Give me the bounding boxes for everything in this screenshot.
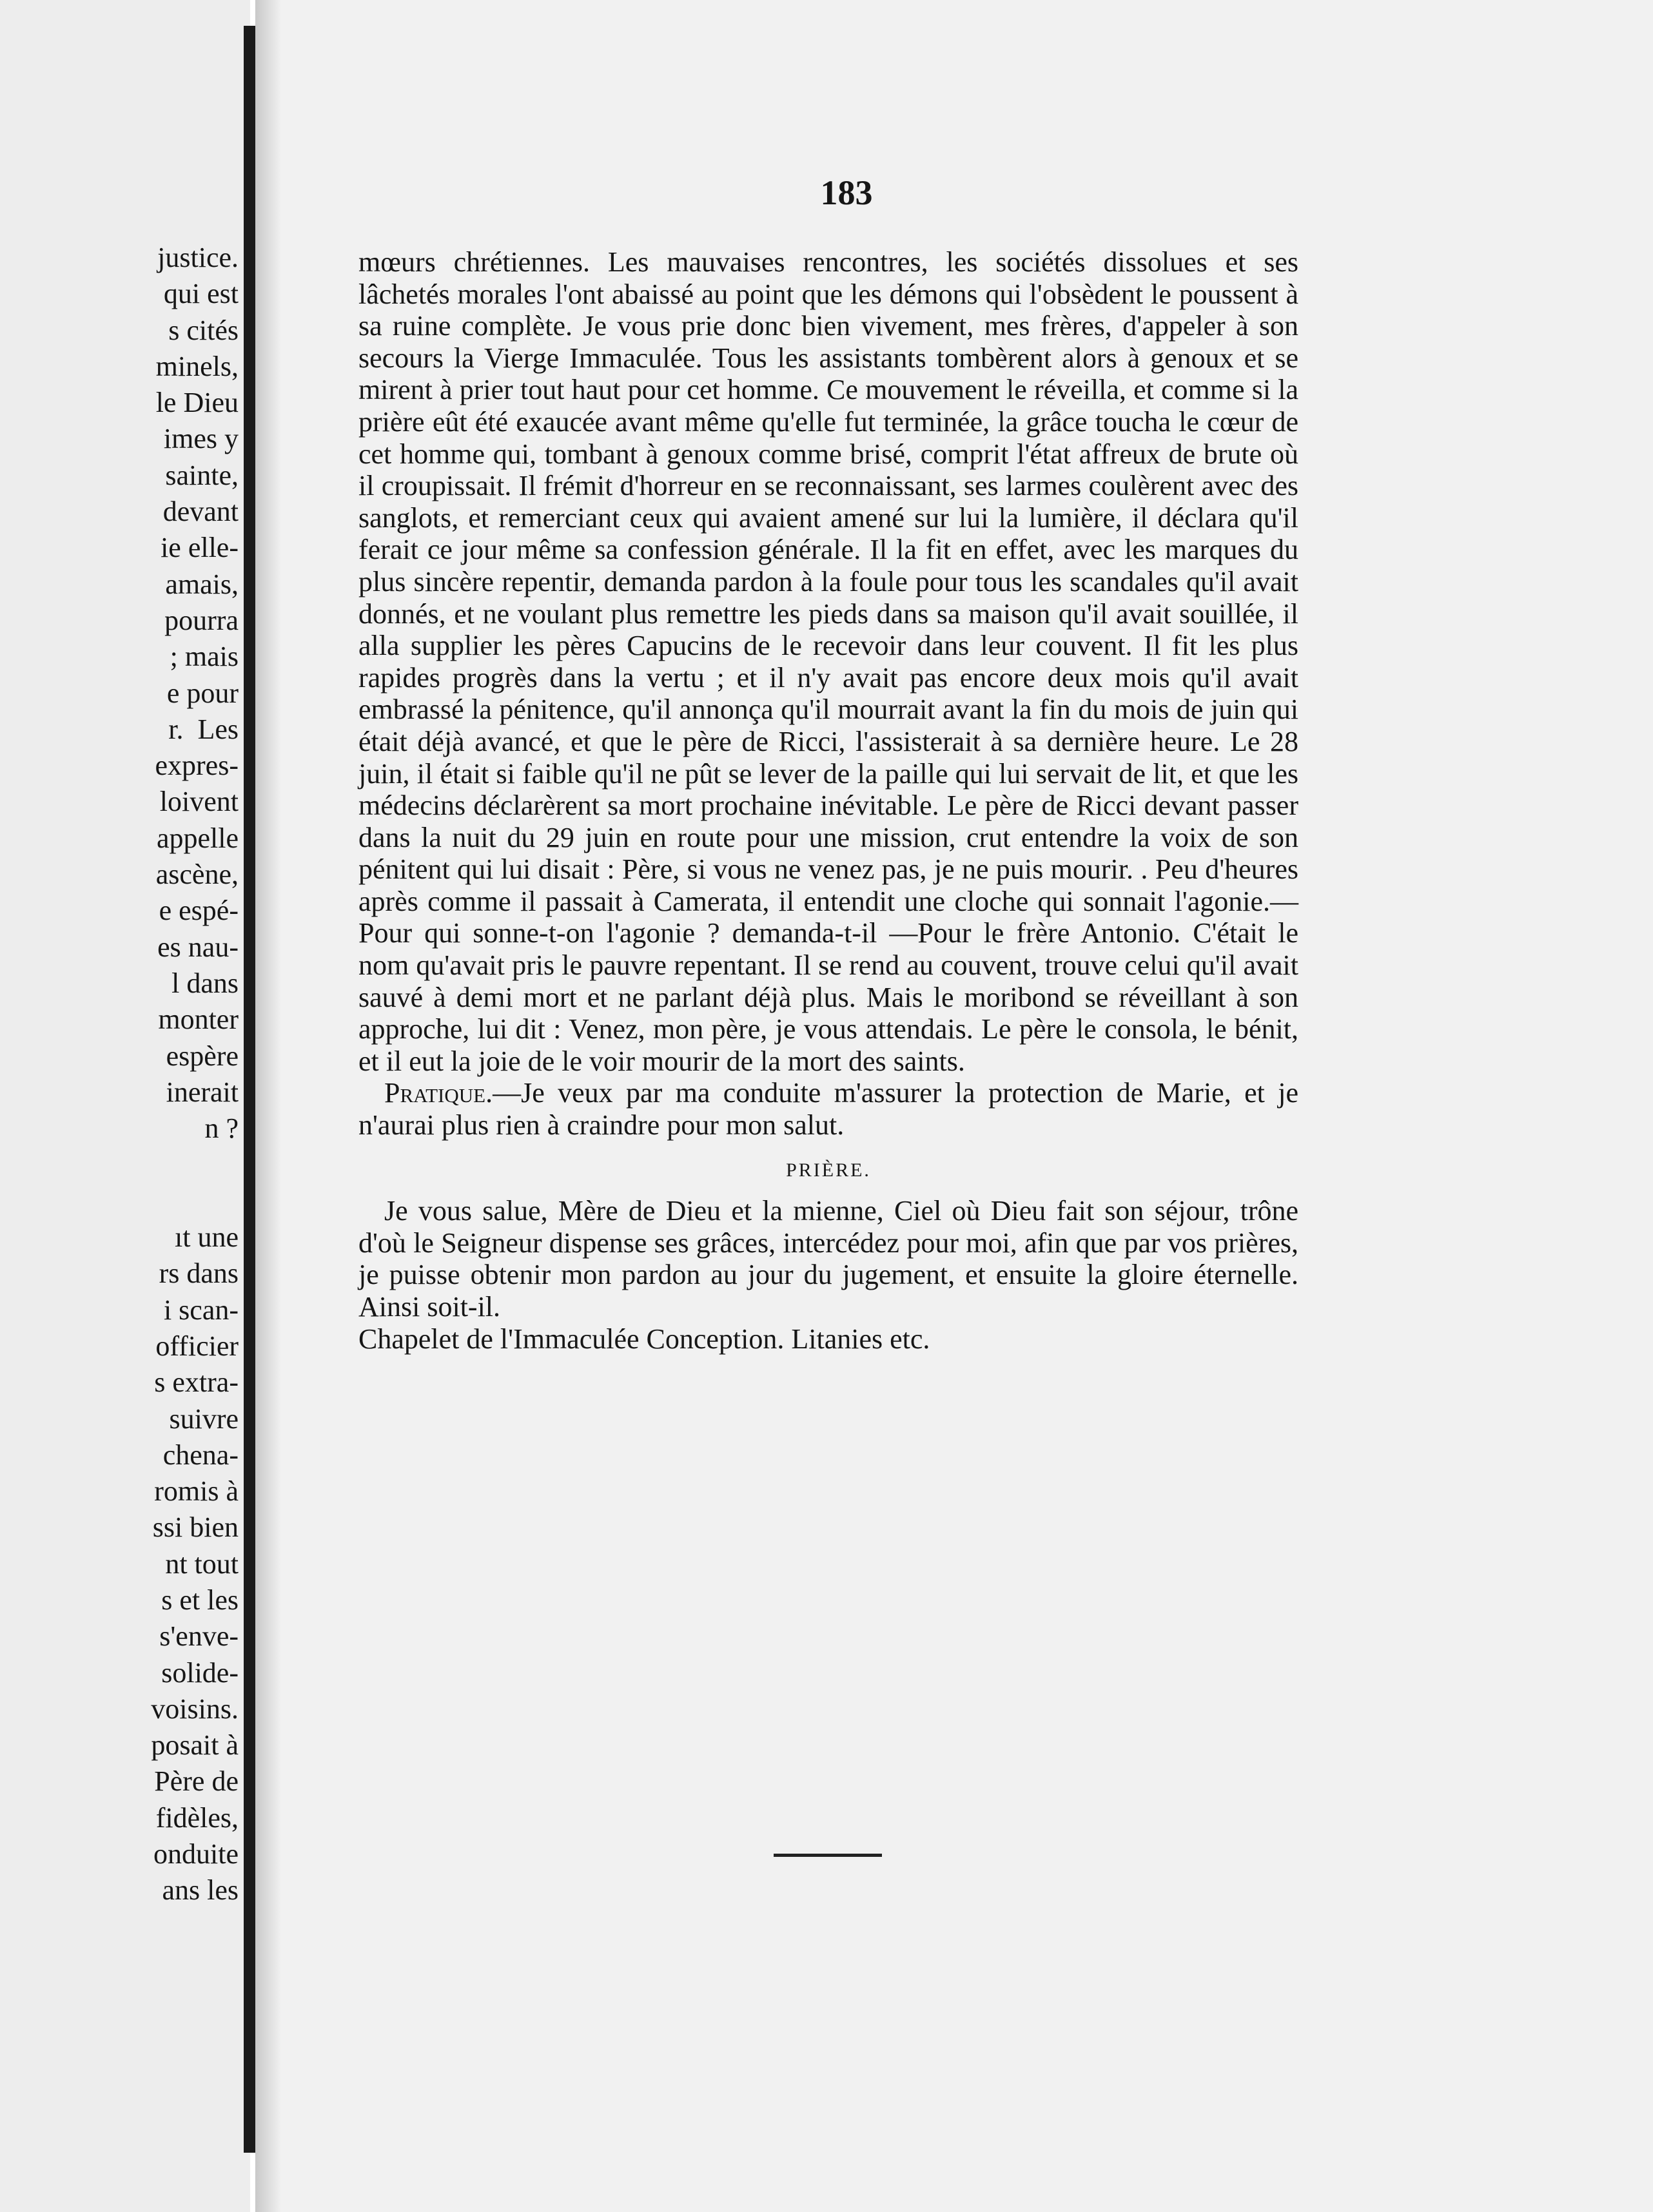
paragraph-pratique [358, 1077, 1298, 1141]
left-page-fragment: e espé- [159, 895, 239, 927]
left-page-fragment: n ? [204, 1112, 239, 1145]
left-page-fragment: expres- [155, 750, 239, 782]
left-page-fragment: rs dans [159, 1257, 239, 1290]
left-page-fragment: s extra- [154, 1366, 239, 1399]
left-page-fragment: minels, [155, 350, 239, 382]
binding-gutter [244, 26, 255, 2153]
left-page-fragment: justice. [157, 242, 239, 273]
left-page-fragment: appelle [156, 822, 239, 854]
gutter-shadow [255, 0, 281, 2212]
left-page-fragment: ie elle- [161, 532, 239, 564]
pratique-text: —Je veux par ma conduite m'assurer la protection de Marie, et je n'aurai plus rien à craindre pour mon salut. [358, 1077, 1298, 1141]
closing-line: Chapelet de l'Immaculée Conception. Litanies etc. [358, 1323, 930, 1355]
left-page-fragment: s cités [168, 314, 239, 346]
left-page-fragment [151, 1147, 239, 1183]
left-page-fragment: ascène, [155, 859, 239, 891]
left-page-fragment [151, 1183, 239, 1219]
left-page-fragment: i scan- [163, 1294, 239, 1326]
left-page-fragment: suivre [169, 1402, 239, 1435]
left-page-fragment: le Dieu [155, 387, 239, 419]
left-page-fragment: espère [166, 1040, 239, 1072]
left-page-fragment: s'enve- [159, 1620, 239, 1653]
page-number: 183 [820, 173, 873, 212]
paragraph-story: mœurs chrétiennes. Les mauvaises rencontres, les sociétés dissolues et ses lâchetés morales l'ont abaissé au point que les démons qui l'obsèdent le poussent à sa ruine complète. Je vous prie donc bien vivement, mes frères, d'appeler à son secours la Vierge Immaculée. Tous les assistants tombèrent alors à genoux et se mirent à prier tout haut pour cet homme. Ce mouvement le réveilla, et comme si la prière eût été exaucée avant même qu'elle fut terminée, la grâce toucha le cœur de cet homme qui, tombant à genoux comme brisé, comprit l'état affreux de brute où il croupissait. Il frémit d'horreur en se reconnaissant, ses larmes coulèrent avec des sanglots, et remerciant ceux qui avaient amené sur lui la lumière, il déclara qu'il ferait ce jour même sa confession générale. Il la fit en effet, avec les marques du plus sincère repentir, demanda pardon à la foule pour tous les scandales qu'il avait donnés, et ne voulant plus remettre les pieds dans sa maison qu'il avait souillée, il alla supplier les pères Capucins de le recevoir dans leur couvent. Il fit les plus rapides progrès dans la vertu ; et il n'y avait pas encore deux mois qu'il avait embrassé la pénitence, qu'il annonça qu'il mourrait avant la fin du mois de juin qui était déjà avancé, et que le père de Ricci, l'assisterait à sa dernière heure. Le 28 juin, il était si faible qu'il ne pût se lever de la paille qui lui servait de lit, et que les médecins déclarèrent sa mort prochaine inévitable. Le père de Ricci devant passer dans la nuit du 29 juin en route pour une mission, crut entendre la voix de son pénitent qui lui disait : Père, si vous ne venez pas, je ne puis mourir. . Peu d'heures après comme il passait à Camerata, il entendit une cloche qui sonnait l'agonie.— Pour qui sonne-t-on l'agonie ? demanda-t-il —Pour le frère Antonio. C'était le nom qu'avait pris le pauvre repentant. Il se rend au couvent, trouve celui qu'il avait sauvé à demi mort et ne parlant déjà plus. Mais le moribond se réveillant à son approche, lui dit : Venez, mon père, je vous attendais. Le père le consola, le bénit, et il eut la joie de le voir mourir de la mort des saints. [358, 246, 1298, 1077]
left-page-fragment: ; mais [170, 641, 239, 673]
left-page-fragment: monter [158, 1004, 239, 1036]
pratique-label: Pratique. [384, 1077, 493, 1109]
left-page-fragment: voisins. [151, 1693, 239, 1725]
left-page-fragment: romis à [154, 1475, 239, 1508]
left-page-fragment: posait à [151, 1729, 239, 1761]
left-page-fragment: devant [162, 496, 239, 528]
left-page-fragment: es nau- [157, 931, 239, 963]
left-page-fragment: r. Les [168, 713, 239, 745]
left-page-text-fragments [151, 240, 239, 1909]
left-page-fragment: inerait [166, 1076, 239, 1108]
left-page-fragment: onduite [153, 1838, 239, 1870]
left-page-fragment: ssi bien [152, 1511, 239, 1544]
left-page-fragment: nt tout [165, 1547, 239, 1580]
left-page-fragment: officier [155, 1330, 239, 1362]
page-body [358, 246, 1298, 1355]
left-page-fragment: s et les [161, 1584, 239, 1616]
left-page-fragment: loivent [159, 786, 239, 818]
left-page-fragment: ans les [162, 1874, 239, 1906]
end-rule-divider [774, 1854, 882, 1857]
left-facing-page [0, 0, 250, 2212]
left-page-fragment: imes y [163, 423, 239, 455]
paragraph-priere: Je vous salue, Mère de Dieu et la mienne, Ciel où Dieu fait son séjour, trône d'où le Seigneur dispense ses grâces, intercédez pour moi, afin que par vos prières, je puisse obtenir mon pardon au jour du jugement, et ensuite la gloire éternelle. Ainsi soit-il. [358, 1195, 1298, 1323]
left-page-fragment: l dans [171, 967, 239, 999]
left-page-fragment: amais, [165, 568, 239, 600]
left-page-fragment: e pour [166, 677, 239, 709]
left-page-fragment: pourra [164, 604, 239, 636]
priere-heading: PRIÈRE. [786, 1159, 871, 1181]
left-page-fragment: ıt une [175, 1221, 239, 1254]
left-page-fragment: fidèles, [155, 1801, 239, 1834]
left-page-fragment: solide- [161, 1656, 239, 1689]
left-page-fragment: sainte, [165, 459, 239, 491]
left-page-fragment: Père de [154, 1765, 239, 1798]
left-page-fragment: chena- [162, 1439, 239, 1471]
left-page-fragment: qui est [163, 278, 239, 310]
